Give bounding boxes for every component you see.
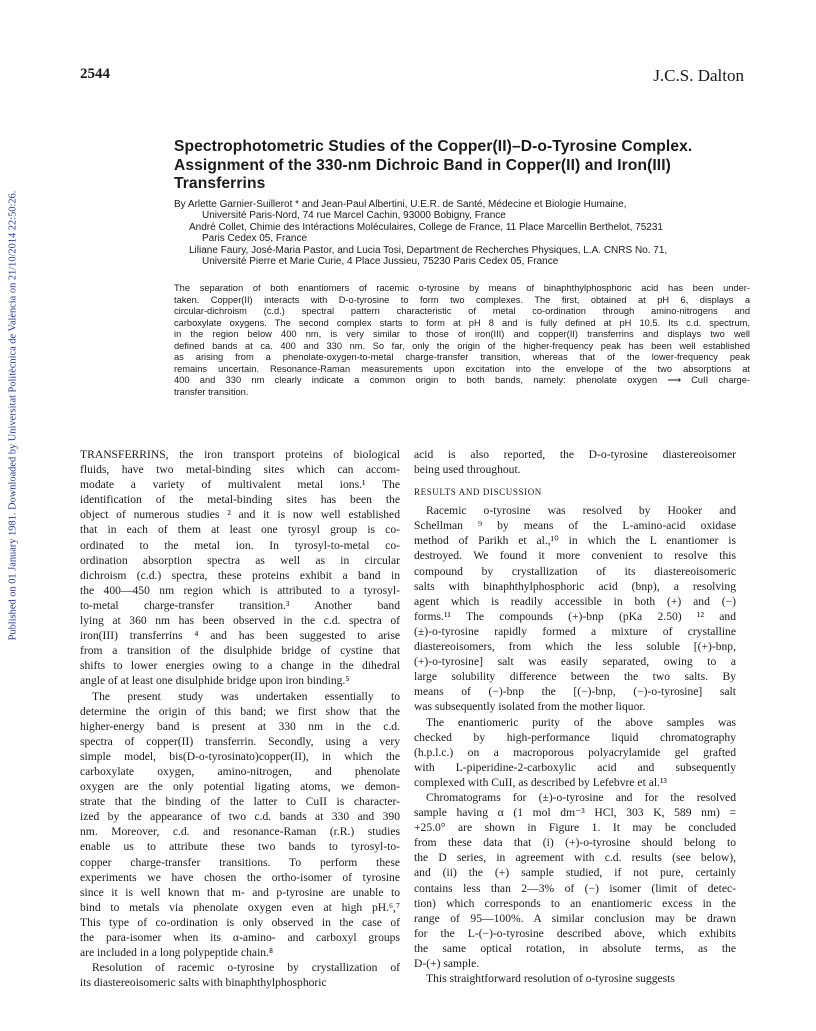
author-line: By Arlette Garnier-Suillerot * and Jean-Paul Albertini, U.E.R. de Santé, Médecine et Biologie Humaine,	[174, 199, 627, 210]
body-text-line: experiments we have chosen the ortho-isomer of tyrosine	[80, 870, 400, 884]
abstract-line: remains uncertain. Resonance-Raman measurements upon excitation into the envelope of the two absorptions at	[174, 363, 750, 374]
page-header	[80, 66, 744, 86]
body-text-line: the same optical rotation, in absolute terms, as the	[414, 941, 736, 955]
abstract-line: transfer transition.	[174, 386, 249, 397]
body-text-line: agent which is readily accessible in both (+) and (−)	[414, 594, 736, 608]
body-text-line: was subsequently isolated from the mother liquor.	[414, 700, 646, 714]
body-text-line: This straightforward resolution of o-tyrosine suggests	[426, 972, 675, 986]
body-text-line: checked by high-performance liquid chromatography	[414, 730, 736, 744]
abstract-line: 400 and 330 nm clearly indicate a common origin to both bands, namely: phenolate oxygen ⟶ CuII charge-	[174, 375, 750, 385]
body-text-line: method of Parikh et al.,¹⁰ in which the L enantiomer is	[414, 534, 736, 548]
body-text-line: carboxylate oxygen, amino-nitrogen, and phenolate	[80, 764, 400, 778]
author-line: Paris Cedex 05, France	[202, 233, 308, 245]
body-text-line: The present study was undertaken essentially to	[92, 689, 400, 703]
body-text-line: large solubility difference between the two salts. By	[414, 670, 736, 684]
body-text-line: compound by crystallization of its diastereoisomeric	[414, 564, 736, 578]
article-title	[174, 138, 750, 194]
body-text-line: sample having α (1 mol dm⁻³ HCl, 303 K, 589 nm) =	[414, 806, 736, 820]
abstract-line: as arising from a phenolate-oxygen-to-metal charge-transfer transition, whereas that of the lower-frequency peak	[174, 352, 750, 362]
page-number: 2544	[80, 66, 110, 82]
abstract-line: The separation of both enantiomers of racemic o-tyrosine by means of binaphthylphosphoric acid has been under-	[174, 283, 750, 293]
body-text-line: ordinated to the metal ion. In tyrosyl-to-metal co-	[80, 538, 400, 552]
section-heading: RESULTS AND DISCUSSION	[414, 487, 542, 498]
body-text-line: with L-piperidine-2-carboxylic acid and subsequently	[414, 760, 736, 774]
body-text-line: oxygen are the only potential ligating atoms, we demon-	[80, 780, 400, 794]
author-line: André Collet, Chimie des Intéractions Moléculaires, College de France, 11 Place Marcellin Berthelot, 75231	[189, 221, 663, 233]
body-text-line: from a transition of the disulphide bridge of cystine that	[80, 644, 400, 658]
body-text-line: ordination absorption spectra as well as in circular	[80, 553, 400, 567]
body-text-line: lying at 360 nm has been observed in the c.d. spectra of	[80, 614, 400, 628]
body-text-line: Racemic o-tyrosine was resolved by Hooker and	[426, 504, 736, 518]
body-text-line: fluids, have two metal-binding sites which can accom-	[80, 463, 400, 477]
body-text-line: dichroism (c.d.) spectra, these proteins exhibit a band in	[80, 568, 400, 582]
body-text-line: complexed with CuII, as described by Lefebvre et al.¹³	[414, 775, 667, 789]
body-text-line: angle of at least one disulphide bridge upon iron binding.⁵	[80, 674, 350, 688]
body-text-line: the 400—450 nm region which is attributed to a tyrosyl-	[80, 583, 400, 597]
body-text-line: simple model, bis(D-o-tyrosinato)copper(II), in which the	[80, 749, 400, 763]
body-text-line: Schellman ⁹ by means of the L-amino-acid oxidase	[414, 519, 736, 533]
author-line: Université Paris-Nord, 74 rue Marcel Cachin, 93000 Bobigny, France	[202, 210, 506, 222]
body-text-line: Chromatograms for (±)-o-tyrosine and for the resolved	[426, 790, 736, 804]
body-text-line: Resolution of racemic o-tyrosine by crystallization of	[92, 961, 400, 975]
body-text-line: bind to metals via phenolate oxygen even at high pH.⁶,⁷	[80, 900, 400, 914]
author-block	[174, 199, 750, 267]
body-text-line: higher-energy band is present at 330 nm in the c.d.	[80, 719, 400, 733]
body-text-line: object of numerous studies ² and it is now well established	[80, 508, 400, 522]
author-line: Liliane Faury, José-Maria Pastor, and Lucia Tosi, Department de Recherches Physiques, L.A. CNRS No. 71,	[189, 244, 668, 256]
body-text-line: salts with binaphthylphosphoric acid (bnp), a resolving	[414, 579, 736, 593]
body-text-line: determine the origin of this band; we first show that the	[80, 704, 400, 718]
body-text-line: diastereoisomers, from which the less soluble [(+)-bnp,	[414, 640, 736, 654]
body-text-line: since it is well known that m- and p-tyrosine are unable to	[80, 885, 400, 899]
abstract-line: carboxylate oxygens. The second complex starts to form at pH 8 and is fully defined at pH 10.5. Its c.d. spectrum,	[174, 317, 750, 328]
body-text-line: from these data that (i) (+)-o-tyrosine should belong to	[414, 836, 736, 850]
body-text-line: (+)-o-tyrosine] salt was easily separated, owing to a	[414, 655, 736, 669]
body-text-line: the para-isomer when its α-amino- and carboxyl groups	[80, 931, 400, 944]
abstract-line: circular-dichroism (c.d.) spectral pattern characteristic of metal co-ordination through amino-nitrogens and	[174, 306, 750, 316]
body-text-line: destroyed. We found it more convenient to resolve this	[414, 549, 736, 563]
body-text-line: iron(III) transferrins ⁴ and has been suggested to arise	[80, 629, 400, 643]
body-text-line: nm. Moreover, c.d. and resonance-Raman (r.R.) studies	[80, 825, 400, 839]
body-text-line: D-(+) sample.	[414, 957, 480, 970]
body-text-line: spectra of copper(II) transferrin. Secondly, using a very	[80, 734, 400, 748]
body-text-line: identification of the metal-binding sites has been the	[80, 493, 400, 507]
body-text-line: forms.¹¹ The compounds (+)-bnp (pKa 2.50) ¹² and	[414, 609, 736, 623]
title-line: Spectrophotometric Studies of the Copper(II)–D-o-Tyrosine Complex.	[174, 138, 693, 155]
body-text-line: shifts to lower energies owing to a change in the dihedral	[80, 659, 400, 673]
title-line: Transferrins	[174, 175, 266, 192]
body-text-line: being used throughout.	[414, 463, 521, 477]
body-text-line: (±)-o-tyrosine rapidly formed a mixture of crystalline	[414, 624, 736, 638]
abstract-line: in the region below 400 nm, is very similar to those of iron(III) and copper(II) transferrins and displays two well	[174, 329, 750, 339]
body-text-line: means of (−)-bnp the [(−)-bnp, (−)-o-tyrosine] salt	[414, 685, 736, 699]
body-text-line: +25.0° are shown in Figure 1. It may be concluded	[414, 821, 736, 835]
right-column	[414, 447, 736, 986]
body-text-line: its diastereoisomeric salts with binaphthylphosphoric	[80, 976, 327, 990]
abstract	[174, 283, 750, 398]
title-line: Assignment of the 330-nm Dichroic Band in Copper(II) and Iron(III)	[174, 156, 671, 174]
download-stamp	[6, 158, 20, 678]
body-text-line: that in each of them at least one tyrosyl group is co-	[80, 523, 400, 537]
body-text-line: for the L-(−)-o-tyrosine described above, which exhibits	[414, 926, 736, 940]
body-text-line: enable us to attribute these two bands to tyrosyl-to-	[80, 840, 400, 854]
abstract-line: taken. Copper(II) interacts with D-o-tyrosine to form two complexes. The first, obtained at pH 6, displays a	[174, 294, 750, 305]
body-text-line: TRANSFERRINS, the iron transport proteins of biological	[80, 448, 400, 461]
journal-name: J.C.S. Dalton	[653, 66, 744, 85]
body-text-line: ized by the appearance of two c.d. bands at 330 and 390	[80, 810, 400, 824]
body-text-line: strate that the binding of the latter to CuII is character-	[80, 795, 400, 809]
body-text-line: and (ii) the (+) sample studied, if not pure, certainly	[414, 866, 736, 880]
abstract-line: defined bands at ca. 400 and 330 nm. So far, only the origin of the higher-frequency peak has been well established	[174, 340, 750, 351]
body-text-line: contains less than 2—3% of (−) isomer (limit of detec-	[414, 881, 736, 895]
body-text-line: The enantiomeric purity of the above samples was	[426, 715, 736, 729]
author-line: Université Pierre et Marie Curie, 4 Place Jussieu, 75230 Paris Cedex 05, France	[202, 256, 559, 268]
body-text-line: acid is also reported, the D-o-tyrosine diastereoisomer	[414, 448, 736, 461]
body-text-line: the D series, in agreement with c.d. results (see below),	[414, 851, 736, 865]
body-text-line: to-metal charge-transfer transition.³ Another band	[80, 598, 400, 612]
body-text-line: are included in a long polypeptide chain.⁸	[80, 946, 274, 960]
body-text-line: range of 95—100%. A similar conclusion may be drawn	[414, 911, 736, 925]
left-column	[80, 447, 400, 990]
download-stamp-text: Published on 01 January 1981. Downloaded by Universitat Politècnica de València on 21/10/2014 22:50:26.	[7, 190, 19, 641]
body-text-line: tion) which corresponds to an enantiomeric excess in the	[414, 896, 736, 910]
body-text-line: copper charge-transfer transitions. To perform these	[80, 855, 400, 869]
body-text-line: modate a variety of multivalent metal ions.¹ The	[80, 478, 400, 492]
body-text-line: (h.p.l.c.) on a macroporous polyacrylamide gel grafted	[414, 745, 736, 759]
body-text-line: This type of co-ordination is only observed in the case of	[80, 915, 400, 929]
